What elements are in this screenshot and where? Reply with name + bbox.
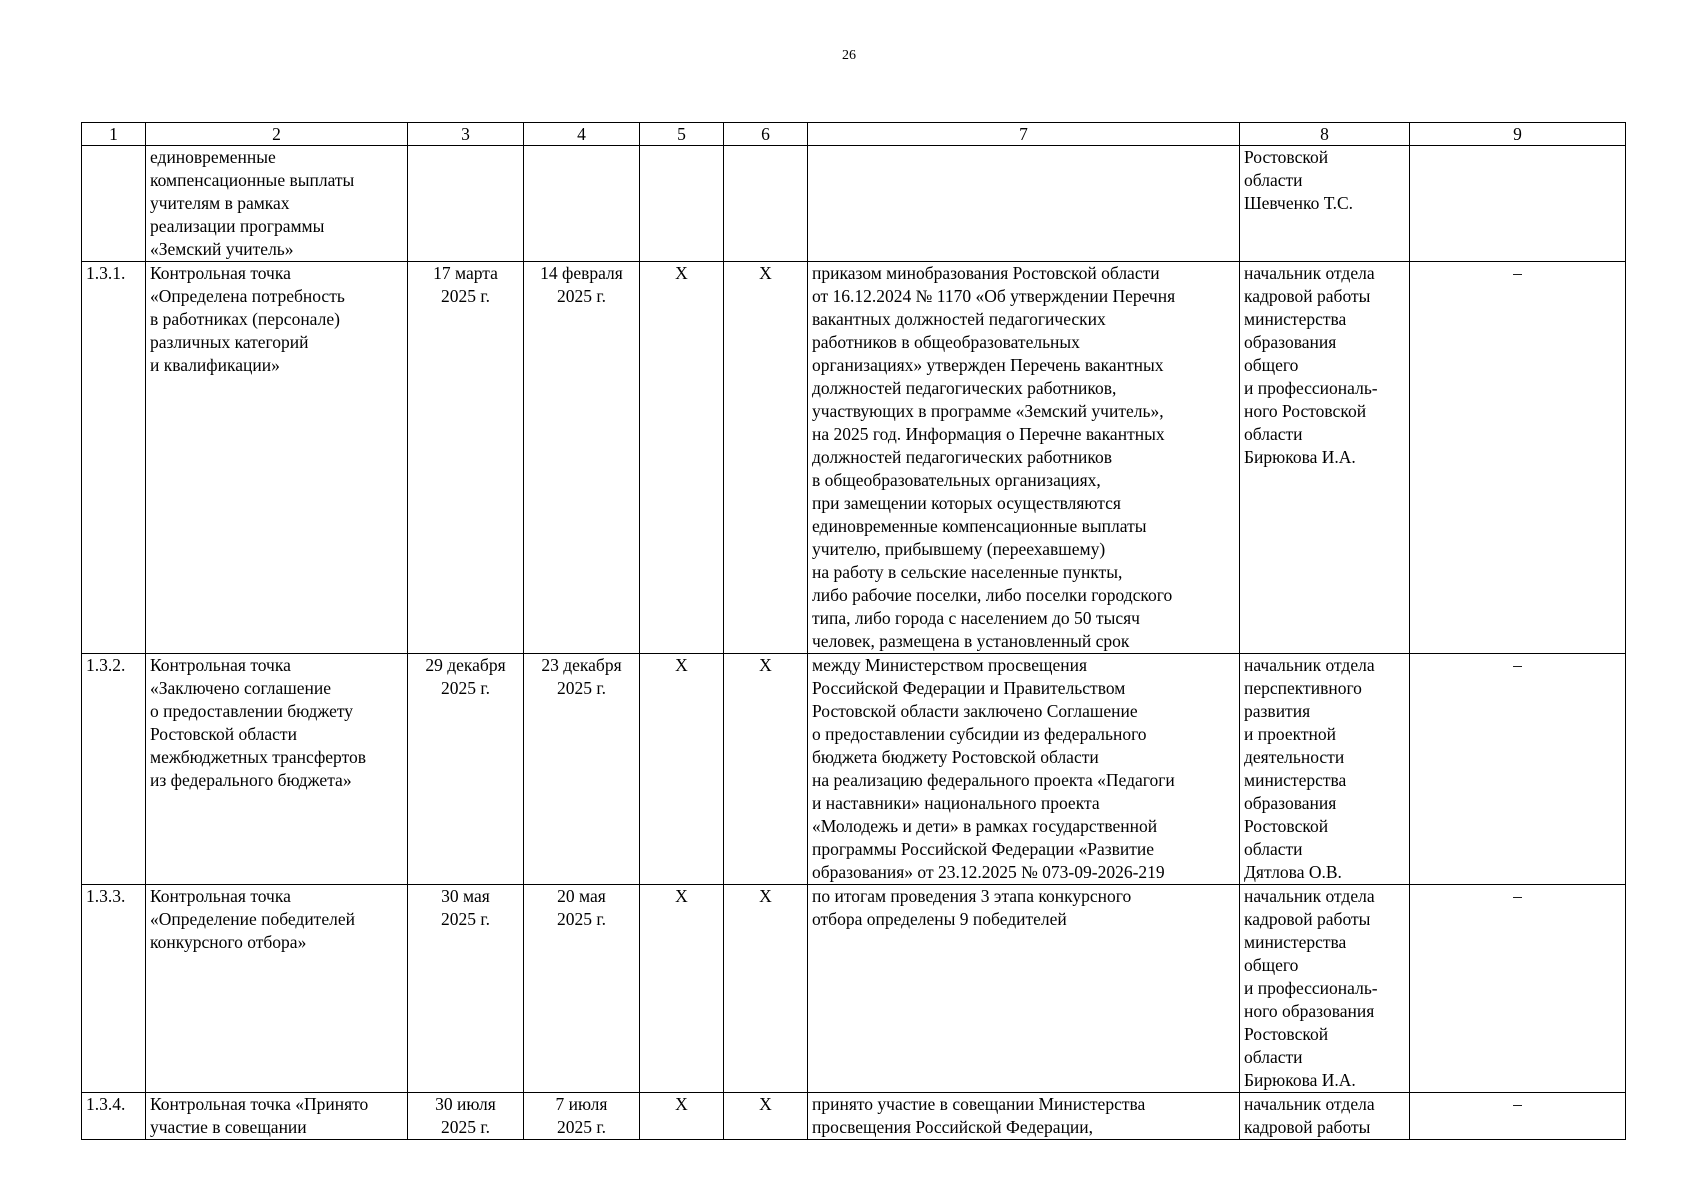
column-6-value: X — [724, 262, 808, 654]
responsible-person: начальник отдела кадровой работы министерства общего и профессиональ- ного образования Ростовской области Бирюкова И.А. — [1240, 885, 1410, 1093]
table-row — [82, 654, 1626, 885]
column-5-value — [640, 146, 724, 262]
header-cell: 6 — [724, 123, 808, 146]
page-number: 26 — [842, 48, 856, 63]
plan-date: 17 марта 2025 г. — [408, 262, 524, 654]
result-description: между Министерством просвещения Российской Федерации и Правительством Ростовской области заключено Соглашение о предоставлении субсидии из федерального бюджета бюджету Ростовской области на реализацию федерального проекта «Педагоги и наставники» национального проекта «Молодежь и дети» в рамках государственной программы Российской Федерации «Развитие образования» от 23.12.2025 № 073-09-2026-219 — [808, 654, 1240, 885]
event-name: Контрольная точка «Принято участие в совещании — [146, 1093, 408, 1140]
note — [1410, 146, 1626, 262]
result-description: принято участие в совещании Министерства просвещения Российской Федерации, — [808, 1093, 1240, 1140]
note: – — [1410, 262, 1626, 654]
column-6-value — [724, 146, 808, 262]
row-number: 1.3.4. — [82, 1093, 146, 1140]
column-6-value: X — [724, 654, 808, 885]
header-cell: 7 — [808, 123, 1240, 146]
responsible-person: начальник отдела кадровой работы министерства образования общего и профессиональ- ного Ростовской области Бирюкова И.А. — [1240, 262, 1410, 654]
note: – — [1410, 885, 1626, 1093]
fact-date: 20 мая 2025 г. — [524, 885, 640, 1093]
table-row — [82, 262, 1626, 654]
responsible-person: начальник отдела перспективного развития и проектной деятельности министерства образования Ростовской области Дятлова О.В. — [1240, 654, 1410, 885]
table-row — [82, 885, 1626, 1093]
column-5-value: X — [640, 654, 724, 885]
event-name: Контрольная точка «Определена потребность в работниках (персонале) различных категорий и квалификации» — [146, 262, 408, 654]
plan-date: 29 декабря 2025 г. — [408, 654, 524, 885]
column-6-value: X — [724, 885, 808, 1093]
header-cell: 8 — [1240, 123, 1410, 146]
header-cell: 4 — [524, 123, 640, 146]
fact-date: 7 июля 2025 г. — [524, 1093, 640, 1140]
result-description: по итогам проведения 3 этапа конкурсного отбора определены 9 победителей — [808, 885, 1240, 1093]
row-number: 1.3.3. — [82, 885, 146, 1093]
plan-date — [408, 146, 524, 262]
row-number: 1.3.2. — [82, 654, 146, 885]
fact-date — [524, 146, 640, 262]
column-5-value: X — [640, 262, 724, 654]
header-cell: 5 — [640, 123, 724, 146]
header-row — [82, 123, 1626, 146]
fact-date: 23 декабря 2025 г. — [524, 654, 640, 885]
note: – — [1410, 654, 1626, 885]
column-6-value: X — [724, 1093, 808, 1140]
row-number — [82, 146, 146, 262]
responsible-person: Ростовской области Шевченко Т.С. — [1240, 146, 1410, 262]
plan-date: 30 мая 2025 г. — [408, 885, 524, 1093]
header-cell: 3 — [408, 123, 524, 146]
note: – — [1410, 1093, 1626, 1140]
row-number: 1.3.1. — [82, 262, 146, 654]
event-name: Контрольная точка «Определение победителей конкурсного отбора» — [146, 885, 408, 1093]
event-name: единовременные компенсационные выплаты учителям в рамках реализации программы «Земский учитель» — [146, 146, 408, 262]
responsible-person: начальник отдела кадровой работы — [1240, 1093, 1410, 1140]
header-cell: 2 — [146, 123, 408, 146]
column-5-value: X — [640, 1093, 724, 1140]
plan-date: 30 июля 2025 г. — [408, 1093, 524, 1140]
result-description: приказом минобразования Ростовской области от 16.12.2024 № 1170 «Об утверждении Перечня вакантных должностей педагогических работников в общеобразовательных организациях» утвержден Перечень вакантных должностей педагогических работников, участвующих в программе «Земский учитель», на 2025 год. Информация о Перечне вакантных должностей педагогических работников в общеобразовательных организациях, при замещении которых осуществляются единовременные компенсационные выплаты учителю, прибывшему (переехавшему) на работу в сельские населенные пункты, либо рабочие поселки, либо поселки городского типа, либо города с населением до 50 тысяч человек, размещена в установленный срок — [808, 262, 1240, 654]
event-name: Контрольная точка «Заключено соглашение о предоставлении бюджету Ростовской области межбюджетных трансфертов из федерального бюджета» — [146, 654, 408, 885]
table-row — [82, 146, 1626, 262]
header-cell: 1 — [82, 123, 146, 146]
fact-date: 14 февраля 2025 г. — [524, 262, 640, 654]
result-description — [808, 146, 1240, 262]
table-row — [82, 1093, 1626, 1140]
report-table — [81, 122, 1626, 1140]
column-5-value: X — [640, 885, 724, 1093]
header-cell: 9 — [1410, 123, 1626, 146]
